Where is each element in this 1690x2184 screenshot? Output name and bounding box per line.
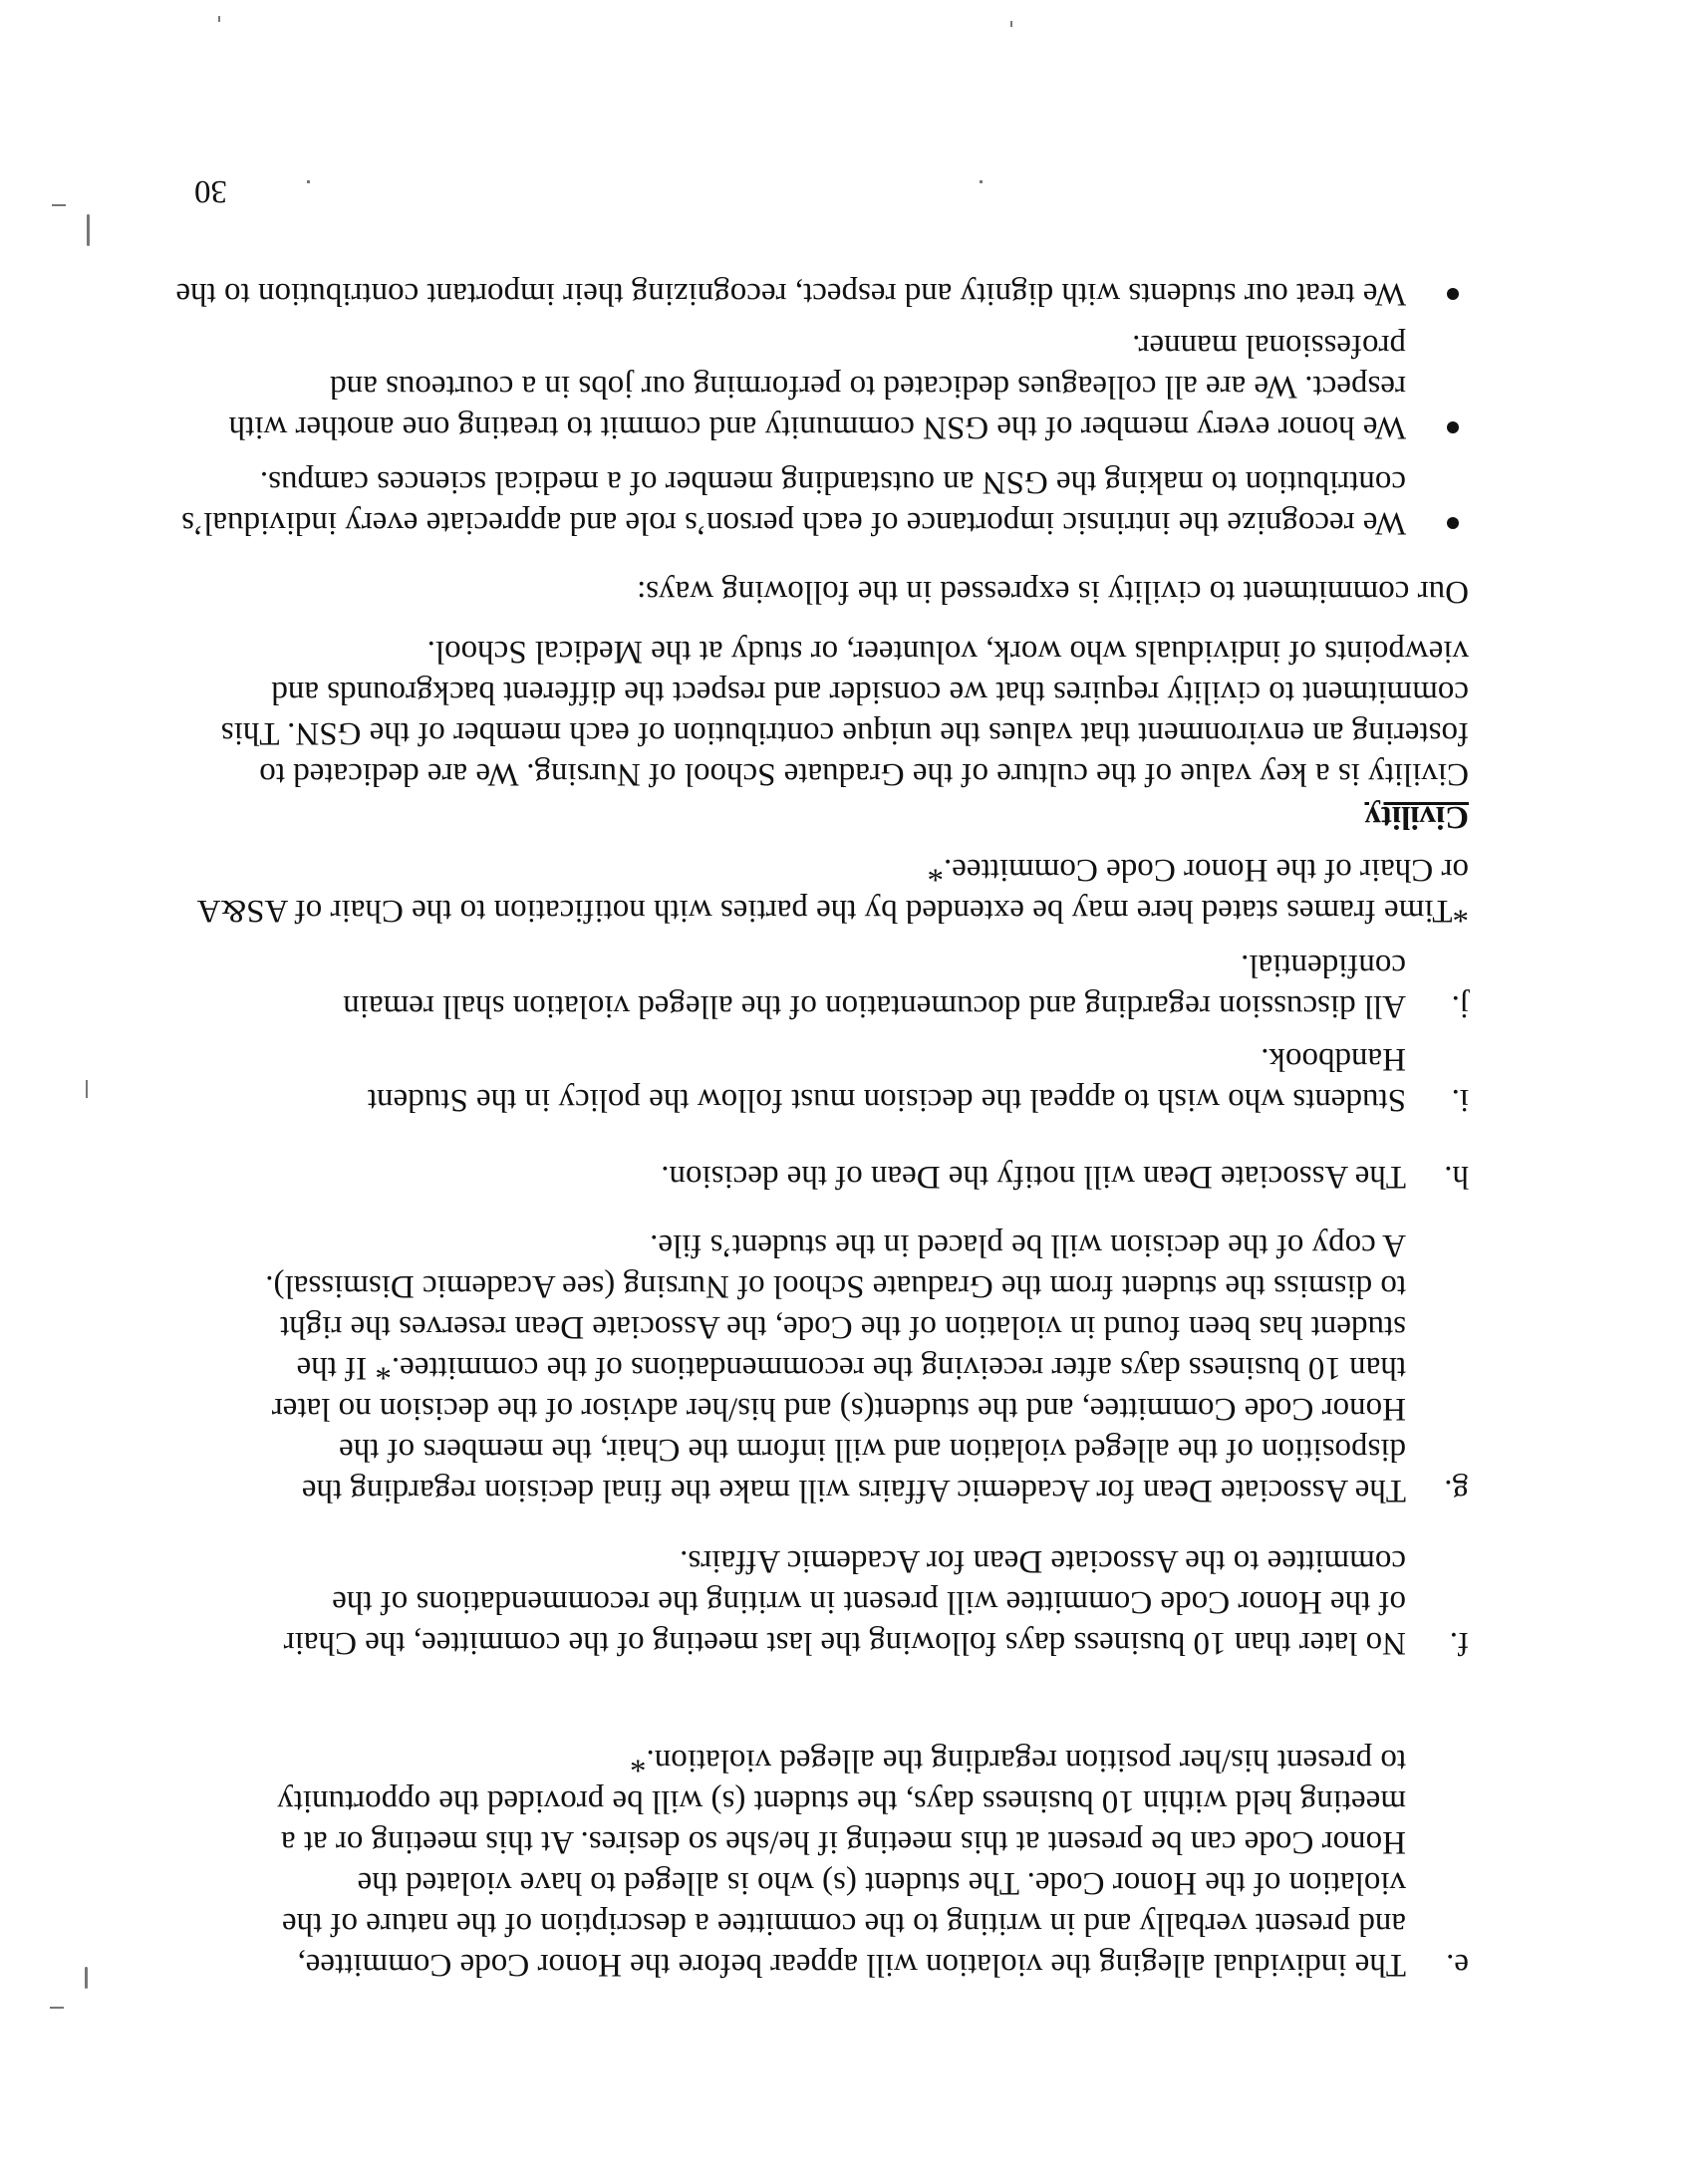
list-marker: i. [1451, 1082, 1469, 1118]
bullet-icon [1447, 517, 1459, 529]
list-item-g [111, 1225, 1469, 1510]
list-item-f [111, 1540, 1469, 1663]
scan-mark [50, 2007, 64, 2009]
civility-intro: Our commitment to civility is expressed in the following ways: [637, 574, 1469, 610]
scan-mark [980, 180, 983, 183]
list-item-h [111, 1156, 1469, 1197]
list-marker: h. [1444, 1159, 1469, 1195]
civility-paragraph: Civility is a key value of the culture of the Graduate School of Nursing. We are dedicated to fostering an environment that values the unique contribution of each member of the GSN. This commitment to civility requires that we consider and respect the different backgrounds and viewpoints of individuals who work, volunteer, or study at the Medical School. [220, 634, 1469, 792]
list-item-text: All discussion regarding and documentation of the alleged violation shall remain confidential. [343, 948, 1406, 1024]
scan-mark [86, 1080, 88, 1098]
footnote: *Time frames stated here may be extended by the parties with notification to the Chair of AS&A or Chair of the Honor Code Committee.* [196, 852, 1469, 929]
scan-mark [218, 16, 220, 22]
list-item-text: Students who wish to appeal the decision must follow the policy in the Student Handbook. [367, 1041, 1406, 1118]
list-item-e [111, 1740, 1469, 1985]
scan-mark [307, 180, 310, 183]
scan-mark [52, 204, 66, 206]
civility-bullet [111, 325, 1406, 447]
civility-bullet [111, 461, 1406, 543]
section-heading-civility: Civility [1364, 799, 1469, 835]
list-marker: e. [1446, 1947, 1469, 1983]
scan-mark [87, 214, 90, 246]
list-marker: g. [1444, 1473, 1469, 1508]
bullet-text: We honor every member of the GSN community and commit to treating one another with respect. We are all colleagues dedicated to performing our jobs in a courteous and professional manner. [228, 328, 1406, 445]
list-marker: f. [1449, 1625, 1469, 1661]
list-item-j [111, 945, 1469, 1026]
scan-mark [1010, 21, 1012, 27]
bullet-text: We recognize the intrinsic importance of each person’s role and appreciate every individual’s contribution to making the GSN an outstanding member of a medical sciences campus. [181, 464, 1406, 541]
bullet-icon [1447, 421, 1459, 433]
list-item-text: No later than 10 business days following the last meeting of the committee, the Chair of the Honor Code Committee will present in writing the recommendations of the committee to the Associate Dean for Academic Affairs. [283, 1543, 1406, 1661]
list-marker: j. [1451, 988, 1469, 1024]
list-item-i [111, 1038, 1469, 1120]
list-item-text: The Associate Dean for Academic Affairs will make the final decision regarding the disposition of the alleged violation and will inform the Chair, the members of the Honor Code Committee, and the student(s) and his/her advisor of the decision no later than 10 business days after receiving the recommendations of the committee.* If the student has been found in violation of the Code, the Associate Dean reserves the right to dismiss the student from the Graduate School of Nursing (see Academic Dismissal). A copy of the decision will be placed in the student’s file. [265, 1228, 1406, 1508]
page-number: 30 [194, 173, 227, 209]
scan-mark [85, 1967, 88, 1989]
bullet-icon [1447, 288, 1459, 300]
list-item-text: The individual alleging the violation will appear before the Honor Code Committee, and present verbally and in writing to the committee a description of the nature of the violation of the Honor Code. The student (s) who is alleged to have violated the Honor Code can be present at this meeting if he/she so desires. At this meeting or at a meeting held within 10 business days, the student (s) will be provided the opportunity to present his/her position regarding the alleged violation.* [277, 1743, 1406, 1983]
list-item-text: The Associate Dean will notify the Dean of the decision. [661, 1159, 1406, 1195]
civility-bullet [111, 273, 1406, 314]
bullet-text: We treat our students with dignity and respect, recognizing their important contribution to the [175, 276, 1406, 312]
